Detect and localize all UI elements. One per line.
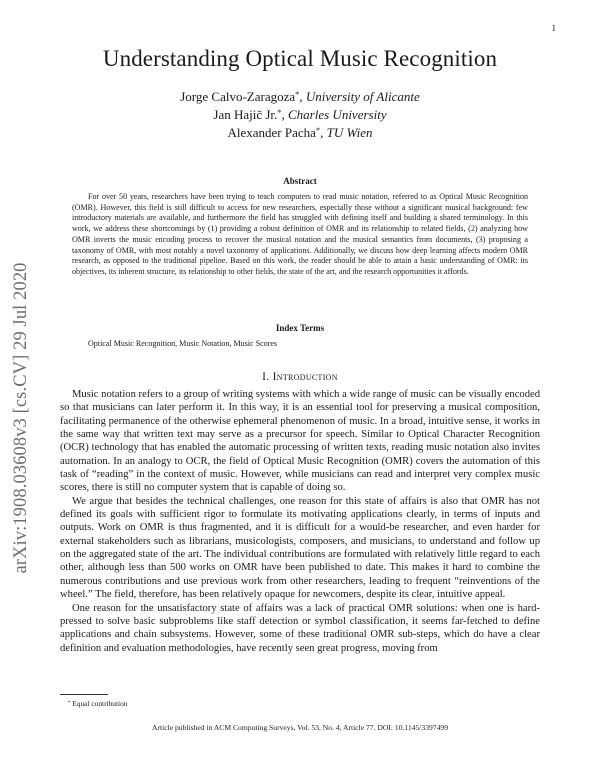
author-affiliation: Charles University [288, 107, 387, 122]
abstract-text: For over 50 years, researchers have been trying to teach computers to read music notation, referred to as Optical Music Recognition (OMR). However, this field is still difficult to access for new researchers, especially those without a significant musical background: few introductory materials are available, and furthermore the field has struggled with defining itself and building a shared terminology. In this work, we address these shortcomings by (1) providing a robust definition of OMR and its relationship to related fields, (2) analyzing how OMR inverts the music encoding process to recover the musical notation and the musical semantics from documents, (3) proposing a taxonomy of OMR, with most notably a novel taxonomy of applications. Additionally, we discuss how deep learning affects modern OMR research, as opposed to the traditional pipeline. Based on this work, the reader should be able to attain a basic understanding of OMR: its objectives, its inherent structure, its relationship to other fields, the state of the art, and the research opportunities it affords. [72, 192, 528, 276]
arxiv-identifier-stamp: arXiv:1908.03608v3 [cs.CV] 29 Jul 2020 [11, 262, 31, 574]
author-name: Alexander Pacha [227, 125, 316, 140]
author-affiliation: University of Alicante [305, 89, 420, 104]
equal-contribution-mark: * [315, 125, 321, 136]
equal-contribution-mark: * [295, 89, 300, 100]
author-line-1: Jorge Calvo-Zaragoza*, University of Alicante [180, 89, 420, 104]
paper-title: Understanding Optical Music Recognition [102, 46, 498, 71]
equal-contribution-mark: * [277, 107, 282, 118]
footnote [60, 699, 127, 708]
abstract-heading: Abstract [283, 176, 317, 186]
footnote-text: Equal contribution [72, 699, 128, 708]
section-heading: I. Introduction [262, 371, 338, 383]
body-paragraph: One reason for the unsatisfactory state of affairs was a lack of practical OMR solutions: when one is hard-pressed to solve basic subproblems like staff detection or symbol classification, it seems far-fetched to define applications and chain subsystems. However, some of these traditional OMR sub-steps, which do have a clear definition and evaluation methodologies, have recently seen great progress, moving from [60, 602, 540, 654]
author-name: Jorge Calvo-Zaragoza [180, 89, 296, 104]
author-name: Jan Hajič Jr. [213, 107, 278, 122]
body-paragraph: Music notation refers to a group of writing systems with which a wide range of music can be visually encoded so that musicians can later perform it. In this way, it is an essential tool for preserving a musical composition, facilitating permanence of the otherwise ephemeral phenomenon of music. In a broad, intuitive sense, it works in the same way that written text may serve as a precursor for speech. Similar to Optical Character Recognition (OCR) technology that has enabled the automatic processing of written texts, reading music notation also invites automation. In an analogy to OCR, the field of Optical Music Recognition (OMR) covers the automation of this task of “reading” in the context of music. However, while musicians can read and interpret very complex music scores, there is still no computer system that is capable of doing so. [60, 389, 540, 494]
body-text [60, 388, 540, 655]
index-terms-heading: Index Terms [275, 323, 325, 333]
index-terms-text: Optical Music Recognition, Music Notation, Music Scores [88, 339, 278, 348]
footnote-rule [60, 694, 108, 695]
author-line-2: Jan Hajič Jr.*, Charles University [213, 107, 387, 122]
publication-footer: Article published in ACM Computing Surveys, Vol. 53, No. 4, Article 77. DOI: 10.1145/3397499 [151, 723, 448, 732]
footnote-mark: * [68, 700, 71, 706]
author-block [80, 88, 520, 142]
page-number: 1 [551, 23, 556, 33]
author-affiliation: TU Wien [326, 125, 373, 140]
author-line-3: Alexander Pacha*, TU Wien [227, 125, 373, 140]
body-paragraph: We argue that besides the technical challenges, one reason for this state of affairs is also that OMR has not defined its goals with sufficient rigor to formulate its motivating applications clearly, in terms of inputs and outputs. Work on OMR is thus fragmented, and it is difficult for a would-be researcher, and even harder for external stakeholders such as librarians, musicologists, composers, and musicians, to understand and follow up on the aggregated state of the art. The individual contributions are formulated with relatively little regard to each other, although less than 500 works on OMR have been published to date. This makes it hard to combine the numerous contributions and use previous work from other researchers, leading to frequent “reinventions of the wheel.” The field, therefore, has been relatively opaque for newcomers, despite its clear, intuitive appeal. [60, 495, 540, 601]
